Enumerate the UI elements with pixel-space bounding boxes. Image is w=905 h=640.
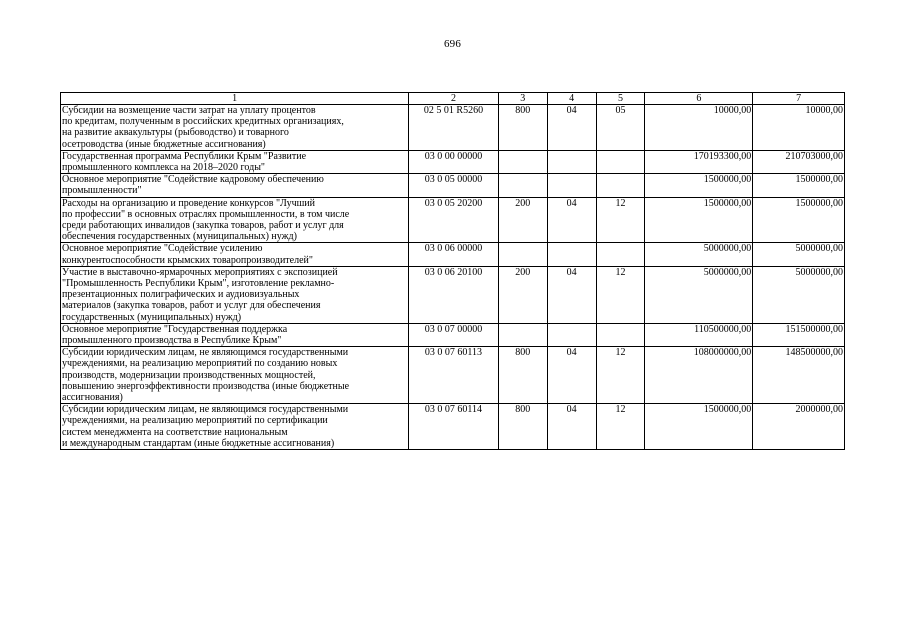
row-amount-2019-cell: 10000,00 <box>645 105 753 151</box>
row-name-cell <box>61 347 409 404</box>
row-code-cell: 03 0 00 00000 <box>409 150 499 173</box>
row-col3-cell <box>498 323 547 346</box>
row-name-line: материалов (закупка товаров, работ и услуг для обеспечения <box>62 300 321 312</box>
row-name-line: промышленного комплекса на 2018–2020 годы" <box>62 162 266 174</box>
row-amount-2019-cell: 5000000,00 <box>645 243 753 266</box>
row-code-cell: 03 0 07 60114 <box>409 404 499 450</box>
row-col4-cell <box>547 243 596 266</box>
row-name-cell <box>61 150 409 173</box>
row-name-cell <box>61 174 409 197</box>
row-amount-2019-cell: 170193300,00 <box>645 150 753 173</box>
budget-table <box>60 92 845 450</box>
row-name-line: государственных (муниципальных) нужд) <box>62 311 242 323</box>
row-amount-2020-cell: 1500000,00 <box>753 197 845 243</box>
row-amount-2020-cell: 1500000,00 <box>753 174 845 197</box>
row-col4-cell: 04 <box>547 266 596 323</box>
row-name-cell <box>61 323 409 346</box>
table-row <box>61 105 845 151</box>
row-name-line: производств, модернизации производственных мощностей, <box>62 369 316 381</box>
row-col3-cell <box>498 174 547 197</box>
row-amount-2019-cell: 1500000,00 <box>645 404 753 450</box>
table-row <box>61 243 845 266</box>
row-col3-cell: 200 <box>498 266 547 323</box>
row-name-line: повышению энергоэффективности производства (иные бюджетные <box>62 380 350 392</box>
row-col4-cell <box>547 150 596 173</box>
table-row <box>61 266 845 323</box>
column-header-5: 5 <box>596 93 645 105</box>
row-code-cell: 03 0 07 00000 <box>409 323 499 346</box>
row-code-cell: 03 0 05 00000 <box>409 174 499 197</box>
row-code-cell: 03 0 06 00000 <box>409 243 499 266</box>
column-header-6: 6 <box>645 93 753 105</box>
table-row <box>61 323 845 346</box>
table-row <box>61 174 845 197</box>
row-name-line: Основное мероприятие "Содействие кадровому обеспечению <box>62 174 324 186</box>
column-header-1: 1 <box>61 93 409 105</box>
column-header-4: 4 <box>547 93 596 105</box>
row-amount-2019-cell: 5000000,00 <box>645 266 753 323</box>
row-col4-cell <box>547 323 596 346</box>
row-amount-2020-cell: 10000,00 <box>753 105 845 151</box>
row-col5-cell <box>596 323 645 346</box>
row-col3-cell: 800 <box>498 347 547 404</box>
row-amount-2020-cell: 148500000,00 <box>753 347 845 404</box>
row-name-line: и международным стандартам (иные бюджетные ассигнования) <box>62 437 335 449</box>
row-name-line: на развитие аквакультуры (рыбоводство) и товарного <box>62 127 289 139</box>
row-col4-cell: 04 <box>547 197 596 243</box>
row-name-cell <box>61 197 409 243</box>
row-name-line: презентационных полиграфических и аудиовизуальных <box>62 289 300 301</box>
column-header-3: 3 <box>498 93 547 105</box>
row-col5-cell: 12 <box>596 347 645 404</box>
row-col3-cell: 200 <box>498 197 547 243</box>
row-name-cell <box>61 266 409 323</box>
row-name-cell <box>61 404 409 450</box>
row-col5-cell: 12 <box>596 266 645 323</box>
row-name-line: Государственная программа Республики Крым "Развитие <box>62 150 307 162</box>
row-name-line: Расходы на организацию и проведение конкурсов "Лучший <box>62 197 316 209</box>
row-col4-cell: 04 <box>547 105 596 151</box>
row-name-line: систем менеджмента на соответствие национальным <box>62 426 288 438</box>
row-amount-2019-cell: 1500000,00 <box>645 197 753 243</box>
table-body <box>61 105 845 450</box>
row-name-line: учреждениями, на реализацию мероприятий по сертификации <box>62 415 328 427</box>
row-name-line: промышленного производства в Республике Крым" <box>62 335 282 347</box>
row-amount-2020-cell: 2000000,00 <box>753 404 845 450</box>
row-col4-cell: 04 <box>547 347 596 404</box>
column-header-7: 7 <box>753 93 845 105</box>
row-name-cell <box>61 243 409 266</box>
page-number: 696 <box>443 38 462 50</box>
table-row <box>61 197 845 243</box>
table-row <box>61 404 845 450</box>
row-name-line: учреждениями, на реализацию мероприятий по созданию новых <box>62 358 338 370</box>
row-amount-2019-cell: 1500000,00 <box>645 174 753 197</box>
row-name-line: Субсидии на возмещение части затрат на уплату процентов <box>62 105 316 116</box>
table-row <box>61 150 845 173</box>
row-col4-cell: 04 <box>547 404 596 450</box>
row-col5-cell <box>596 243 645 266</box>
row-col3-cell: 800 <box>498 404 547 450</box>
row-amount-2019-cell: 110500000,00 <box>645 323 753 346</box>
row-amount-2020-cell: 210703000,00 <box>753 150 845 173</box>
row-col3-cell <box>498 150 547 173</box>
row-name-line: Субсидии юридическим лицам, не являющимся государственными <box>62 404 349 416</box>
row-col5-cell <box>596 150 645 173</box>
row-name-line: по профессии" в основных отраслях промышленности, в том числе <box>62 208 350 220</box>
row-name-line: ассигнования) <box>62 392 123 404</box>
row-code-cell: 03 0 07 60113 <box>409 347 499 404</box>
row-name-line: обеспечения государственных (муниципальных) нужд) <box>62 231 297 243</box>
row-col5-cell: 05 <box>596 105 645 151</box>
row-amount-2019-cell: 108000000,00 <box>645 347 753 404</box>
row-col5-cell: 12 <box>596 404 645 450</box>
row-name-line: по кредитам, полученным в российских кредитных организациях, <box>62 116 344 128</box>
row-amount-2020-cell: 5000000,00 <box>753 266 845 323</box>
row-col5-cell: 12 <box>596 197 645 243</box>
row-name-line: промышленности" <box>62 185 142 197</box>
header-row <box>61 93 845 105</box>
row-code-cell: 02 5 01 R5260 <box>409 105 499 151</box>
row-name-line: Участие в выставочно-ярмарочных мероприятиях с экспозицией <box>62 266 338 278</box>
row-name-cell <box>61 105 409 151</box>
row-amount-2020-cell: 151500000,00 <box>753 323 845 346</box>
row-code-cell: 03 0 06 20100 <box>409 266 499 323</box>
row-name-line: Основное мероприятие "Содействие усилению <box>62 243 263 255</box>
row-col4-cell <box>547 174 596 197</box>
row-code-cell: 03 0 05 20200 <box>409 197 499 243</box>
row-name-line: конкурентоспособности крымских товаропроизводителей" <box>62 254 313 266</box>
row-name-line: среди работающих инвалидов (закупка товаров, работ и услуг для <box>62 220 344 232</box>
row-name-line: "Промышленность Республики Крым", изготовление рекламно- <box>62 278 335 290</box>
table-row <box>61 347 845 404</box>
column-header-2: 2 <box>409 93 499 105</box>
row-amount-2020-cell: 5000000,00 <box>753 243 845 266</box>
row-name-line: осетроводства (иные бюджетные ассигнования) <box>62 138 266 150</box>
row-name-line: Основное мероприятие "Государственная поддержка <box>62 323 288 335</box>
row-name-line: Субсидии юридическим лицам, не являющимся государственными <box>62 347 349 359</box>
row-col3-cell: 800 <box>498 105 547 151</box>
row-col3-cell <box>498 243 547 266</box>
row-col5-cell <box>596 174 645 197</box>
